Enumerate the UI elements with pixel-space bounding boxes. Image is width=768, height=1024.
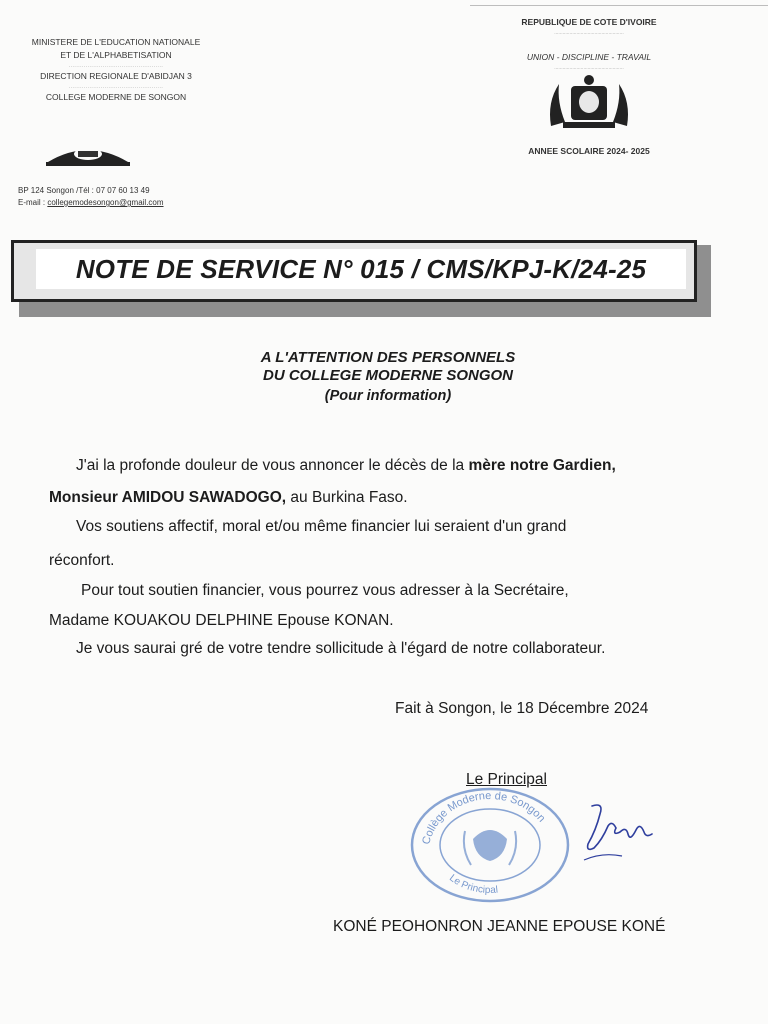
separator: .................................................. [554, 65, 624, 71]
principal-label: Le Principal [466, 771, 547, 788]
svg-text:Le Principal [447, 873, 498, 896]
body-line: Pour tout soutien financier, vous pourrez vous adresser à la Secrétaire, [81, 582, 569, 599]
stamp-bottom-text: Le Principal [447, 872, 499, 897]
ministry-line1: MINISTERE DE L'EDUCATION NATIONALE [31, 37, 201, 47]
coat-of-arms-icon [543, 72, 635, 134]
contact-line: BP 124 Songon /Tél : 07 07 60 13 49 [18, 186, 150, 195]
stamp-text: Collège Moderne de Songon [420, 789, 548, 846]
email-address: collegemodesongon@gmail.com [47, 198, 164, 207]
separator: .................................................. [554, 30, 624, 36]
body-line: Madame KOUAKOU DELPHINE Epouse KONAN. [49, 612, 394, 629]
note-title: NOTE DE SERVICE N° 015 / CMS/KPJ-K/24-25 [75, 253, 647, 284]
title-box [11, 240, 697, 302]
separator: .................................................. [68, 84, 164, 90]
school-year: ANNEE SCOLAIRE 2024- 2025 [528, 146, 650, 156]
contact-block [18, 185, 164, 209]
national-motto: UNION - DISCIPLINE - TRAVAIL [526, 52, 652, 62]
body-line [49, 488, 408, 508]
republic-title: REPUBLIQUE DE COTE D'IVOIRE [521, 17, 657, 27]
signer-name: KONÉ PEOHONRON JEANNE EPOUSE KONÉ [333, 918, 666, 935]
signature-icon [582, 800, 656, 864]
body-line: réconfort. [49, 552, 115, 569]
direction-regionale: DIRECTION REGIONALE D'ABIDJAN 3 [40, 71, 192, 81]
separator: .................................................. [68, 63, 164, 69]
text: au Burkina Faso. [286, 489, 408, 506]
attention-block [168, 349, 608, 405]
text: J'ai la profonde douleur de vous annoncer le décès de la [76, 457, 469, 474]
top-edge-line [470, 5, 768, 6]
email-line [18, 197, 164, 209]
college-logo-icon [44, 140, 132, 170]
attention-line1: A L'ATTENTION DES PERSONNELS [260, 349, 516, 366]
body-line: Je vous saurai gré de votre tendre sollicitude à l'égard de notre collaborateur. [76, 640, 606, 657]
text-bold: mère notre Gardien, [468, 457, 616, 474]
title-inner [36, 249, 686, 289]
college-name: COLLEGE MODERNE DE SONGON [45, 92, 187, 102]
header-left [0, 36, 232, 104]
attention-line2: DU COLLEGE MODERNE SONGON [262, 367, 513, 384]
attention-line3: (Pour information) [324, 388, 452, 404]
text-bold: Monsieur AMIDOU SAWADOGO, [49, 489, 287, 506]
ministry-line2: ET DE L'ALPHABETISATION [60, 50, 172, 60]
body-line: Vos soutiens affectif, moral et/ou même financier lui seraient d'un grand [76, 518, 567, 535]
date-line: Fait à Songon, le 18 Décembre 2024 [395, 700, 649, 717]
body-line [76, 456, 616, 476]
official-stamp-icon [405, 783, 575, 903]
header-right [484, 16, 694, 72]
email-label: E-mail : [18, 198, 48, 207]
